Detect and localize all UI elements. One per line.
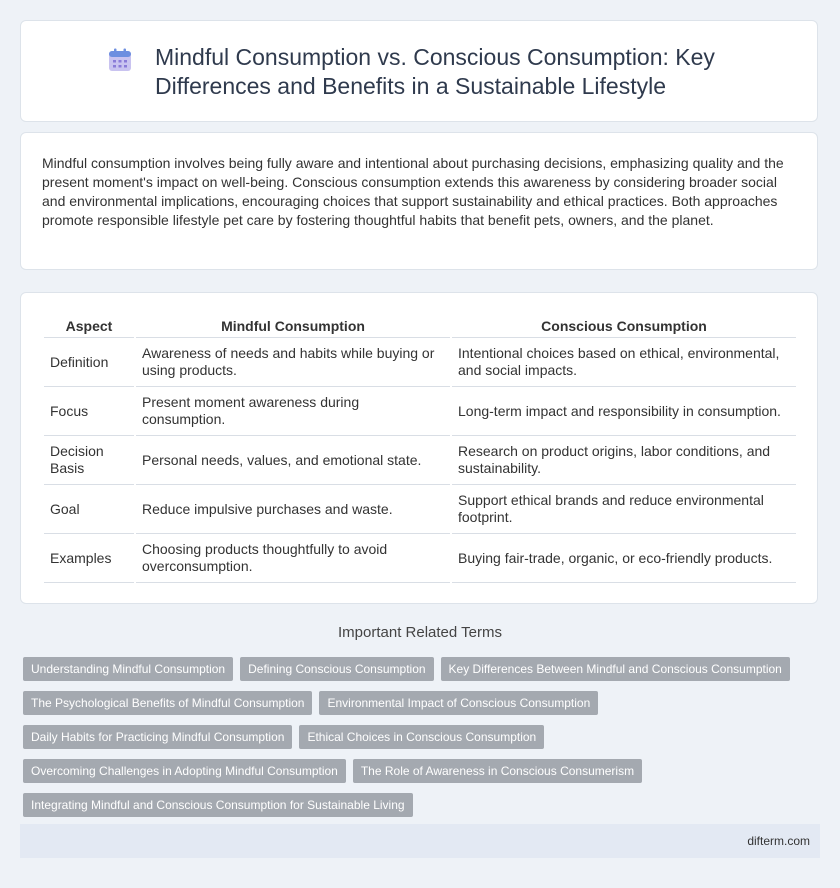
table-cell: Focus [44, 387, 134, 436]
related-term-link[interactable]: Daily Habits for Practicing Mindful Consumption [23, 725, 292, 749]
related-term-link[interactable]: Integrating Mindful and Conscious Consumption for Sustainable Living [23, 793, 413, 817]
table-cell: Intentional choices based on ethical, environmental, and social impacts. [452, 338, 796, 387]
related-terms-list [23, 657, 823, 827]
page-title: Mindful Consumption vs. Conscious Consumption: Key Differences and Benefits in a Sustainable Lifestyle [155, 44, 715, 99]
table-row [44, 436, 796, 485]
table-cell: Buying fair-trade, organic, or eco-friendly products. [452, 534, 796, 583]
table-cell: Support ethical brands and reduce environmental footprint. [452, 485, 796, 534]
table-cell: Personal needs, values, and emotional state. [136, 436, 450, 485]
table-cell: Goal [44, 485, 134, 534]
table-cell: Present moment awareness during consumption. [136, 387, 450, 436]
column-header: Aspect [44, 315, 134, 338]
table-cell: Definition [44, 338, 134, 387]
comparison-table [42, 315, 798, 583]
related-term-link[interactable]: Overcoming Challenges in Adopting Mindful Consumption [23, 759, 346, 783]
header-card [20, 20, 818, 122]
table-row [44, 485, 796, 534]
table-cell: Decision Basis [44, 436, 134, 485]
footer [20, 824, 820, 858]
related-term-link[interactable]: Understanding Mindful Consumption [23, 657, 233, 681]
table-cell: Long-term impact and responsibility in consumption. [452, 387, 796, 436]
comparison-card [20, 292, 818, 604]
table-cell: Reduce impulsive purchases and waste. [136, 485, 450, 534]
related-term-link[interactable]: Defining Conscious Consumption [240, 657, 433, 681]
table-cell: Awareness of needs and habits while buying or using products. [136, 338, 450, 387]
table-row [44, 534, 796, 583]
column-header: Mindful Consumption [136, 315, 450, 338]
column-header: Conscious Consumption [452, 315, 796, 338]
related-terms-title: Important Related Terms [338, 624, 502, 641]
table-row [44, 338, 796, 387]
intro-text: Mindful consumption involves being fully aware and intentional about purchasing decisions, emphasizing quality and the present moment's impact on well-being. Conscious consumption extends this awareness by considering broader social and environmental implications, encouraging choices that support sustainability and ethical practices. Both approaches promote responsible lifestyle pet care by fostering thoughtful habits that benefit pets, owners, and the planet. [42, 155, 784, 228]
table-cell: Examples [44, 534, 134, 583]
calendar-icon [107, 47, 133, 73]
related-term-link[interactable]: The Psychological Benefits of Mindful Consumption [23, 691, 312, 715]
table-header-row [44, 315, 796, 338]
table-cell: Research on product origins, labor conditions, and sustainability. [452, 436, 796, 485]
site-name[interactable]: difterm.com [747, 834, 810, 848]
related-term-link[interactable]: The Role of Awareness in Conscious Consumerism [353, 759, 642, 783]
table-cell: Choosing products thoughtfully to avoid overconsumption. [136, 534, 450, 583]
table-row [44, 387, 796, 436]
related-term-link[interactable]: Key Differences Between Mindful and Conscious Consumption [441, 657, 790, 681]
intro-card [20, 132, 818, 270]
related-term-link[interactable]: Environmental Impact of Conscious Consumption [319, 691, 598, 715]
related-term-link[interactable]: Ethical Choices in Conscious Consumption [299, 725, 544, 749]
